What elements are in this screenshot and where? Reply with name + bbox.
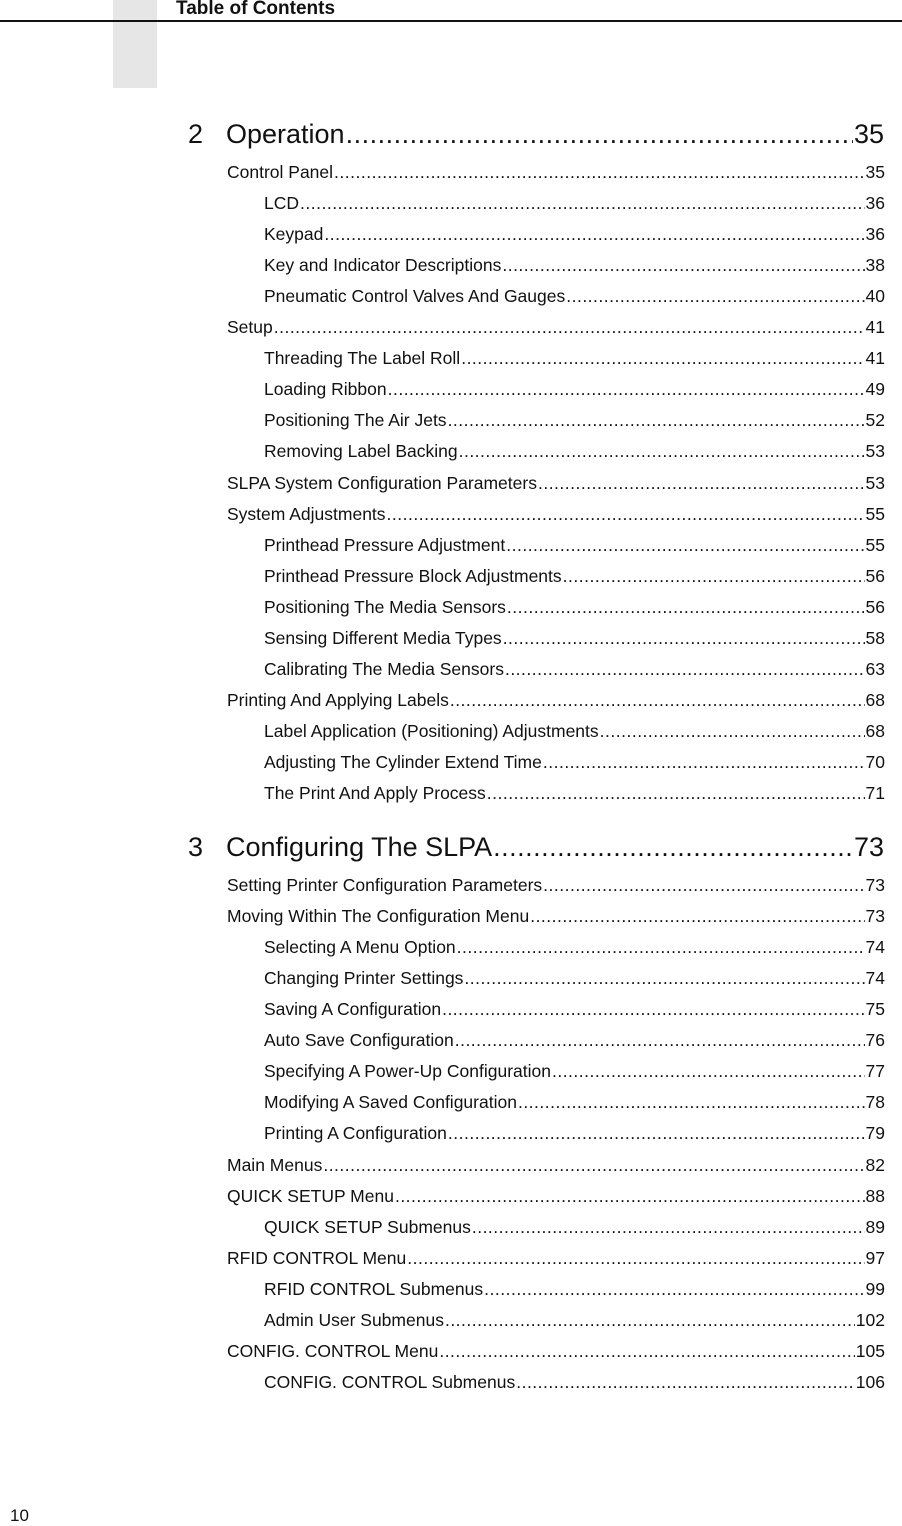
toc-subsection[interactable] xyxy=(264,533,885,557)
toc-subsection[interactable] xyxy=(264,1215,885,1239)
toc-entry-title: Removing Label Backing xyxy=(264,441,458,462)
toc-section[interactable] xyxy=(227,502,885,526)
dot-leader xyxy=(543,873,864,897)
dot-leader xyxy=(506,533,864,557)
page-number: 10 xyxy=(10,1506,29,1525)
toc-entry-title: Printhead Pressure Block Adjustments xyxy=(264,565,562,586)
dot-leader xyxy=(346,117,853,151)
toc-section[interactable] xyxy=(227,1246,885,1270)
toc-page-number: 75 xyxy=(865,999,885,1020)
toc-page-number: 89 xyxy=(865,1216,885,1237)
dot-leader xyxy=(505,657,865,681)
toc-page-number: 99 xyxy=(865,1278,885,1299)
toc-entry-title: Saving A Configuration xyxy=(264,999,442,1020)
toc-entry-title: Admin User Submenus xyxy=(264,1309,444,1330)
toc-entry-title: Sensing Different Media Types xyxy=(264,627,502,648)
toc-entry-title: Configuring The SLPA xyxy=(226,832,493,863)
toc-section[interactable] xyxy=(227,160,885,184)
toc-chapter[interactable] xyxy=(188,117,884,151)
toc-entry-title: Main Menus xyxy=(227,1154,323,1175)
toc-entry-title: Printing And Applying Labels xyxy=(227,689,449,710)
toc-subsection[interactable] xyxy=(264,935,885,959)
toc-page-number: 77 xyxy=(865,1061,885,1082)
toc-entry-title: Changing Printer Settings xyxy=(264,968,464,989)
toc-page-number: 52 xyxy=(865,410,885,431)
toc-entry-title: Printhead Pressure Adjustment xyxy=(264,534,506,555)
toc-page-number: 41 xyxy=(865,317,885,338)
toc-entry-title: Printing A Configuration xyxy=(264,1123,447,1144)
toc-subsection[interactable] xyxy=(264,595,885,619)
dot-leader xyxy=(543,750,865,774)
toc-subsection[interactable] xyxy=(264,719,885,743)
chapter-number: 2 xyxy=(188,119,204,149)
toc-page-number: 88 xyxy=(865,1185,885,1206)
dot-leader xyxy=(484,1277,864,1301)
dot-leader xyxy=(464,966,864,990)
toc-page-number: 35 xyxy=(853,119,884,149)
toc-entry-title: Threading The Label Roll xyxy=(264,348,461,369)
toc-page-number: 106 xyxy=(855,1371,885,1392)
dot-leader xyxy=(445,1308,855,1332)
toc-entry-title: Loading Ribbon xyxy=(264,379,387,400)
toc-subsection[interactable] xyxy=(264,1121,885,1145)
toc-page-number: 68 xyxy=(865,720,885,741)
dot-leader xyxy=(455,1028,865,1052)
toc-subsection[interactable] xyxy=(264,1277,885,1301)
toc-subsection[interactable] xyxy=(264,626,885,650)
toc-page-number: 53 xyxy=(865,441,885,462)
toc-subsection[interactable] xyxy=(264,1090,885,1114)
dot-leader xyxy=(552,1059,865,1083)
toc-page-number: 56 xyxy=(865,596,885,617)
dot-leader xyxy=(448,408,865,432)
dot-leader xyxy=(507,595,865,619)
dot-leader xyxy=(300,191,865,215)
dot-leader xyxy=(334,160,864,184)
toc-subsection[interactable] xyxy=(264,439,885,463)
dot-leader xyxy=(324,222,864,246)
toc-page-number: 74 xyxy=(865,937,885,958)
dot-leader xyxy=(459,439,865,463)
dot-leader xyxy=(487,781,865,805)
toc-entry-title: Adjusting The Cylinder Extend Time xyxy=(264,751,542,772)
dot-leader xyxy=(530,904,864,928)
toc-entry-title: RFID CONTROL Menu xyxy=(227,1247,407,1268)
toc-page-number: 40 xyxy=(865,286,885,307)
toc-entry-title: Positioning The Air Jets xyxy=(264,410,447,431)
toc-section[interactable] xyxy=(227,471,885,495)
toc-subsection[interactable] xyxy=(264,657,885,681)
dot-leader xyxy=(388,377,865,401)
toc-section[interactable] xyxy=(227,688,885,712)
dot-leader xyxy=(323,1153,864,1177)
dot-leader xyxy=(457,935,865,959)
toc-page-number: 79 xyxy=(865,1123,885,1144)
toc-entry-title: Key and Indicator Descriptions xyxy=(264,255,502,276)
dot-leader xyxy=(274,315,865,339)
toc-page-number: 49 xyxy=(865,379,885,400)
toc-entry-title: Pneumatic Control Valves And Gauges xyxy=(264,286,566,307)
toc-entry-title: Positioning The Media Sensors xyxy=(264,596,506,617)
toc-subsection[interactable] xyxy=(264,997,885,1021)
toc-subsection[interactable] xyxy=(264,750,885,774)
dot-leader xyxy=(563,564,865,588)
toc-entry-title: Label Application (Positioning) Adjustments xyxy=(264,720,599,741)
toc-section[interactable] xyxy=(227,1339,885,1363)
toc-subsection[interactable] xyxy=(264,966,885,990)
toc-subsection[interactable] xyxy=(264,1370,885,1394)
header-rule xyxy=(0,20,902,22)
toc-subsection[interactable] xyxy=(264,253,885,277)
toc-subsection[interactable] xyxy=(264,284,885,308)
toc-subsection[interactable] xyxy=(264,1028,885,1052)
toc-subsection[interactable] xyxy=(264,222,885,246)
toc-entry-title: QUICK SETUP Menu xyxy=(227,1185,394,1206)
toc-page-number: 36 xyxy=(865,193,885,214)
dot-leader xyxy=(518,1090,865,1114)
toc-subsection[interactable] xyxy=(264,564,885,588)
toc-page-number: 55 xyxy=(865,534,885,555)
dot-leader xyxy=(387,502,865,526)
dot-leader xyxy=(538,471,865,495)
toc-subsection[interactable] xyxy=(264,377,885,401)
toc-entry-title: Operation xyxy=(226,119,345,149)
toc-page-number: 76 xyxy=(865,1030,885,1051)
dot-leader xyxy=(448,1121,865,1145)
toc-subsection[interactable] xyxy=(264,191,885,215)
toc-entry-title: The Print And Apply Process xyxy=(264,783,486,803)
dot-leader xyxy=(566,284,864,308)
toc-entry-title: Setting Printer Configuration Parameters xyxy=(227,875,543,896)
dot-leader xyxy=(439,1339,854,1363)
toc-page-number: 102 xyxy=(855,1309,885,1330)
toc-page-number: 74 xyxy=(865,968,885,989)
toc-subsection[interactable] xyxy=(264,1059,885,1083)
toc-entry-title: Specifying A Power-Up Configuration xyxy=(264,1061,551,1082)
toc-page-number: 73 xyxy=(865,906,885,927)
toc-section[interactable] xyxy=(227,873,885,897)
dot-leader xyxy=(503,626,865,650)
toc-entry-title: Auto Save Configuration xyxy=(264,1030,454,1051)
toc-page-number: 35 xyxy=(865,162,885,182)
dot-leader xyxy=(600,719,865,743)
toc-page-number: 68 xyxy=(865,689,885,710)
dot-leader xyxy=(502,253,864,277)
toc-section[interactable] xyxy=(227,315,885,339)
toc-page-number: 41 xyxy=(865,348,885,369)
chapter-number: 3 xyxy=(188,832,204,863)
toc-entry-title: Selecting A Menu Option xyxy=(264,937,456,958)
toc-entry-title: Calibrating The Media Sensors xyxy=(264,658,504,679)
toc-page-number: 78 xyxy=(865,1092,885,1113)
toc-section[interactable] xyxy=(227,1184,885,1208)
toc-entry-title: Keypad xyxy=(264,224,324,245)
toc-entry-title: RFID CONTROL Submenus xyxy=(264,1278,484,1299)
toc-entry-title: QUICK SETUP Submenus xyxy=(264,1216,471,1237)
toc-page-number: 55 xyxy=(865,503,885,524)
toc-subsection[interactable] xyxy=(264,1308,885,1332)
toc-entry-title: SLPA System Configuration Parameters xyxy=(227,472,537,493)
toc-page-number: 82 xyxy=(865,1154,885,1175)
dot-leader xyxy=(516,1370,855,1394)
header-title: Table of Contents xyxy=(176,0,336,19)
toc-page-number: 73 xyxy=(853,832,884,863)
dot-leader xyxy=(450,688,865,712)
toc-section[interactable] xyxy=(227,1153,885,1177)
toc-subsection[interactable] xyxy=(264,781,885,805)
header-tab-block xyxy=(113,0,157,88)
dot-leader xyxy=(493,830,853,864)
dot-leader xyxy=(407,1246,864,1270)
dot-leader xyxy=(461,346,864,370)
toc-page-number: 105 xyxy=(855,1340,885,1361)
toc-page-number: 97 xyxy=(865,1247,885,1268)
dot-leader xyxy=(395,1184,865,1208)
toc-entry-title: Moving Within The Configuration Menu xyxy=(227,906,530,927)
toc-page-number: 70 xyxy=(865,751,885,772)
dot-leader xyxy=(442,997,864,1021)
toc-entry-title: CONFIG. CONTROL Menu xyxy=(227,1340,439,1361)
dot-leader xyxy=(472,1215,865,1239)
toc-page-number: 58 xyxy=(865,627,885,648)
toc-entry-title: Modifying A Saved Configuration xyxy=(264,1092,517,1113)
toc-page-number: 63 xyxy=(865,658,885,679)
toc-entry-title: CONFIG. CONTROL Submenus xyxy=(264,1371,516,1392)
toc-entry-title: Setup xyxy=(227,317,273,338)
toc-subsection[interactable] xyxy=(264,408,885,432)
toc-page-number: 53 xyxy=(865,472,885,493)
toc-entry-title: System Adjustments xyxy=(227,503,386,524)
toc-subsection[interactable] xyxy=(264,346,885,370)
toc-page-number: 36 xyxy=(865,224,885,245)
toc-entry-title: LCD xyxy=(264,193,300,214)
toc-section[interactable] xyxy=(227,904,885,928)
toc-page-number: 38 xyxy=(865,255,885,276)
toc-chapter[interactable] xyxy=(188,830,884,864)
toc-page-number: 73 xyxy=(865,875,885,896)
toc-page-number: 56 xyxy=(865,565,885,586)
toc-entry-title: Control Panel xyxy=(227,162,334,182)
toc-page-number: 71 xyxy=(865,783,885,803)
